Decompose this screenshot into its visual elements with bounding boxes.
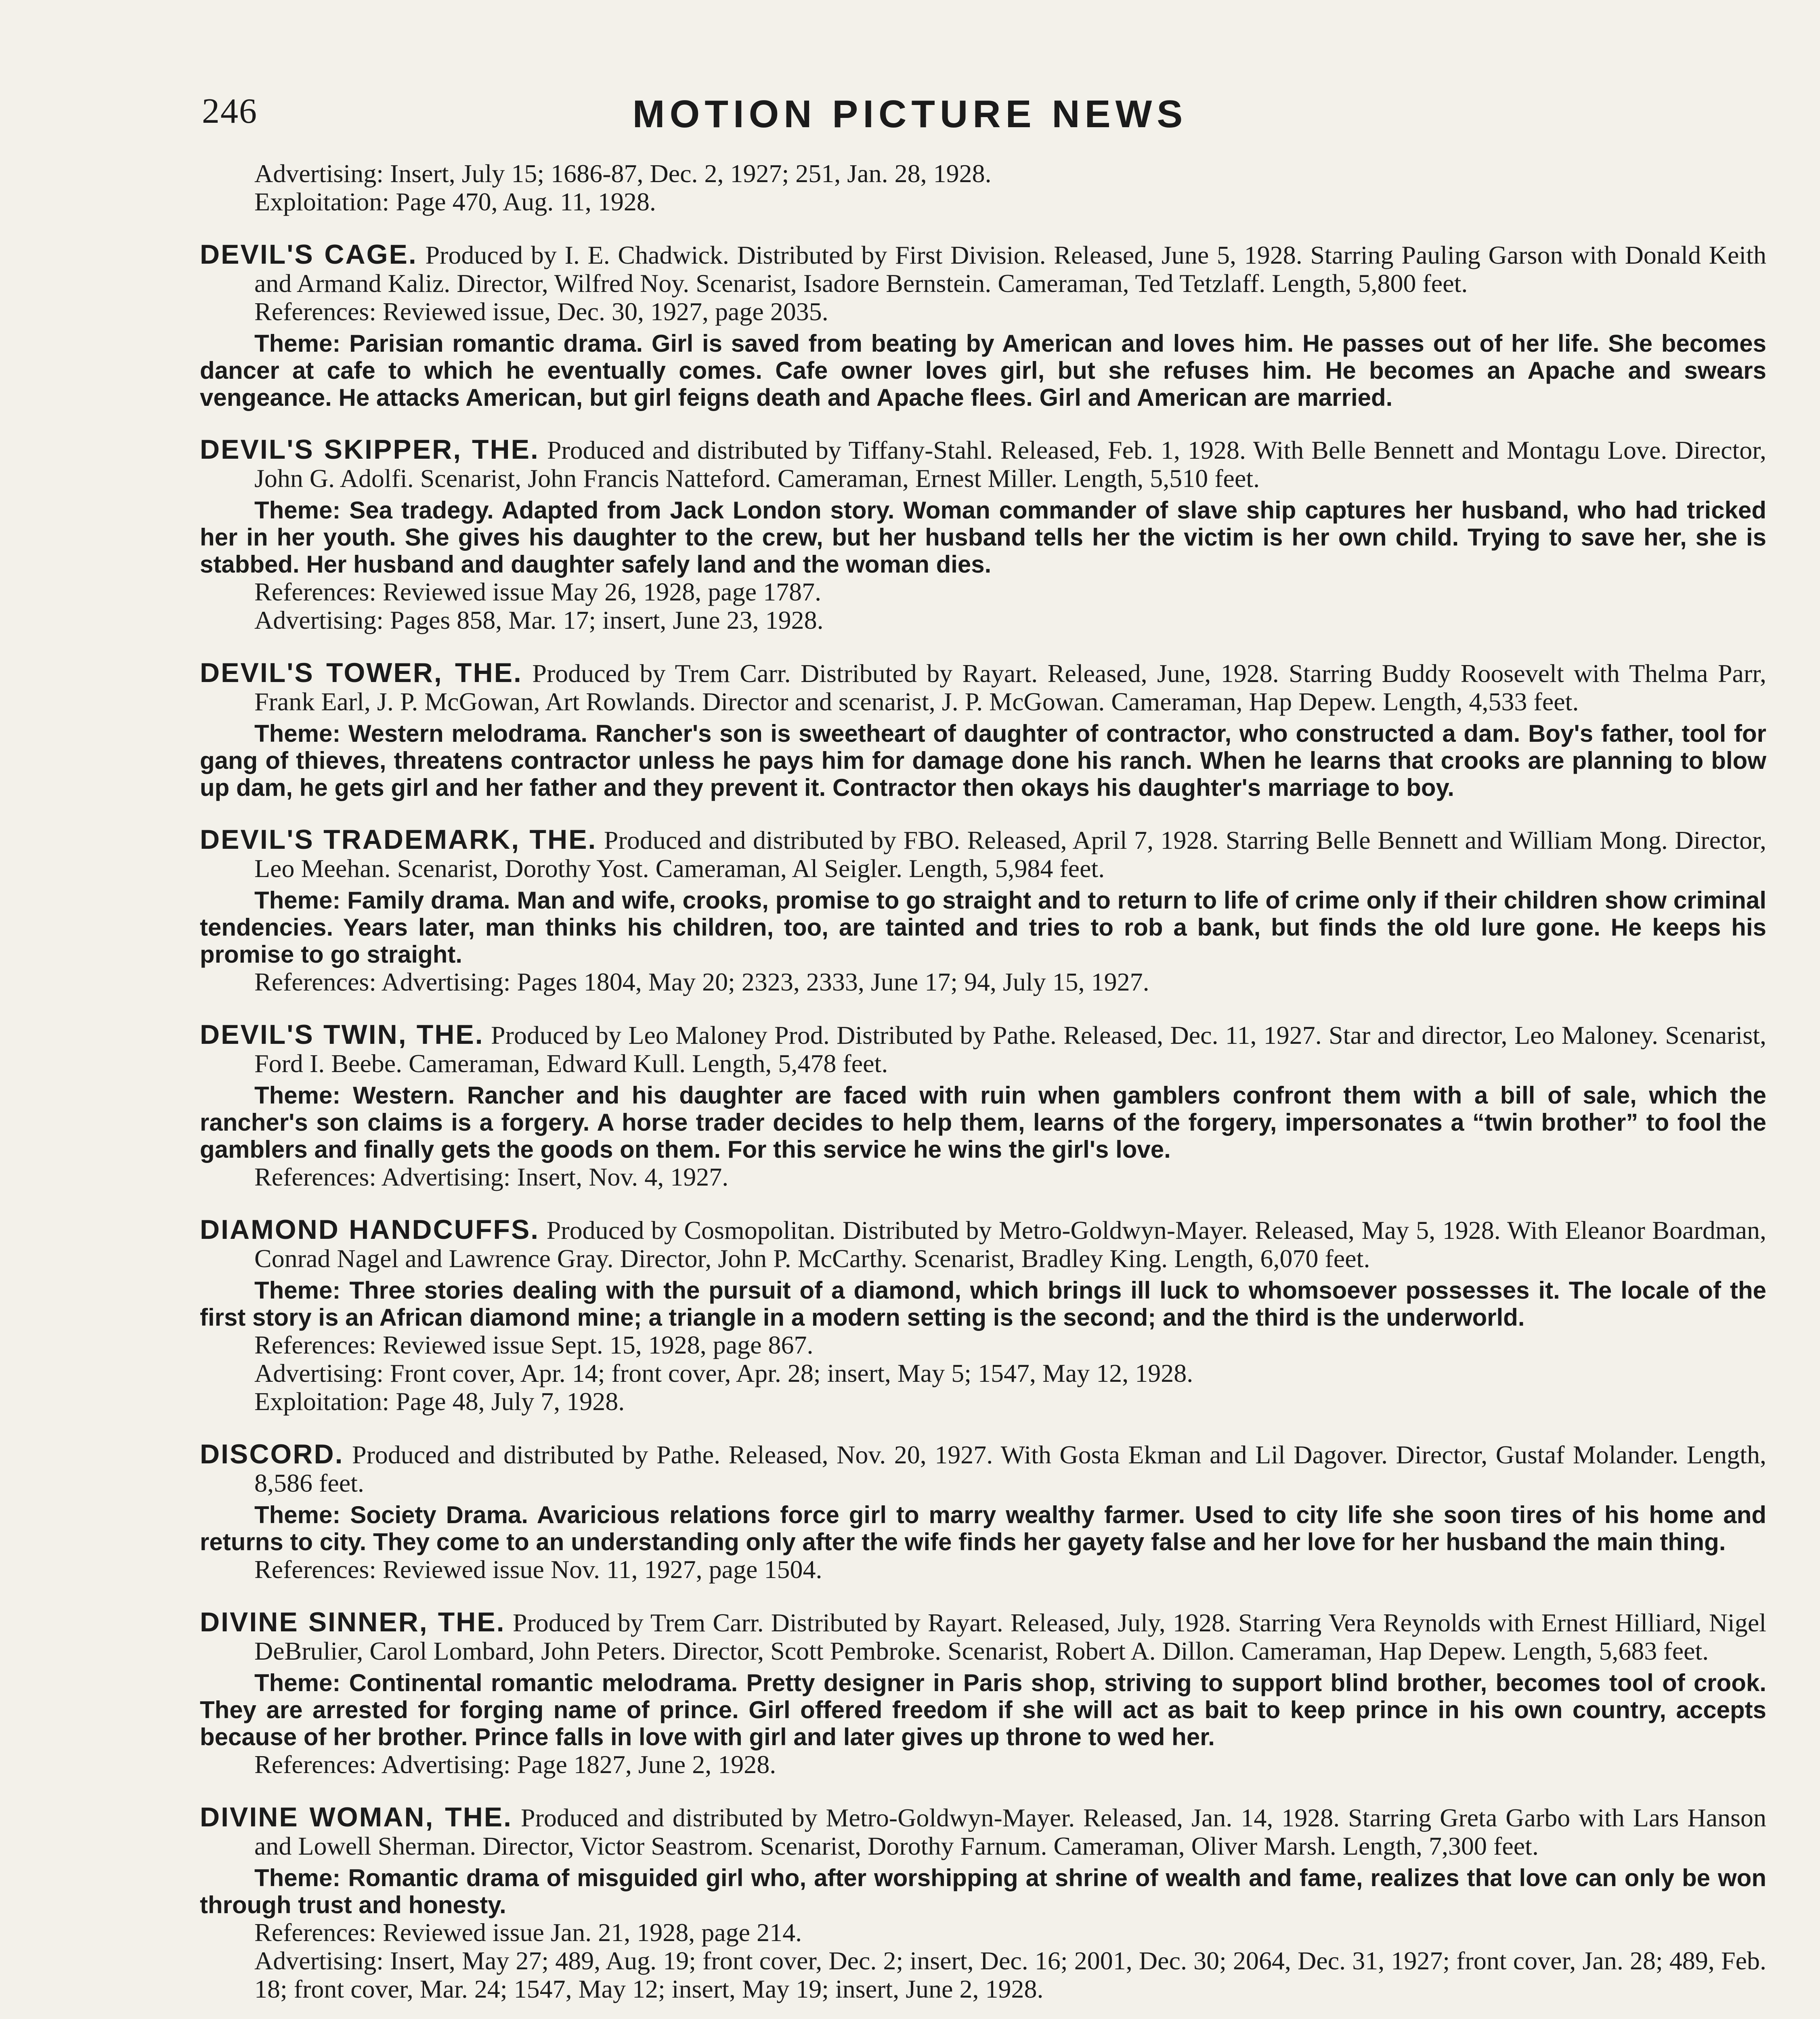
reference-line: References: Reviewed issue Jan. 21, 1928, page 214. (254, 1918, 802, 1947)
theme-paragraph (200, 887, 1766, 968)
theme-label: Theme: (254, 720, 341, 747)
credits-text: Produced by Trem Carr. Distributed by Rayart. Released, June, 1928. Starring Buddy Roosevelt with Thelma Parr, Frank Earl, J. P. McGowan, Art Rowlands. Director and scenarist, J. P. McGowan. Cameraman, Hap Depew. Length, 4,533 feet. (254, 659, 1767, 716)
theme-paragraph (200, 720, 1766, 801)
film-title: DEVIL'S CAGE. (200, 239, 417, 270)
film-entry (200, 1215, 1766, 1416)
credits-text: Produced by Trem Carr. Distributed by Rayart. Released, July, 1928. Starring Vera Reynolds with Ernest Hilliard, Nigel DeBrulier, Carol Lombard, John Peters. Director, Scott Pembroke. Scenarist, Robert A. Dillon. Cameraman, Hap Depew. Length, 5,683 feet. (254, 1608, 1767, 1665)
theme-label: Theme: (254, 1082, 341, 1109)
entry-credits (200, 1215, 1766, 1273)
reference-line: References: Reviewed issue, Dec. 30, 1927, page 2035. (254, 297, 828, 326)
reference-line: Advertising: Insert, July 15; 1686-87, Dec. 2, 1927; 251, Jan. 28, 1928. (254, 159, 992, 188)
theme-text: Family drama. Man and wife, crooks, promise to go straight and to return to life of crime only if their children show criminal tendencies. Years later, man thinks his children, too, are tainted and tries to rob a bank, but finds the old lure gone. He keeps his promise to go straight. (200, 887, 1766, 968)
film-entry (200, 825, 1766, 996)
film-title: DIVINE WOMAN, THE. (200, 1802, 513, 1832)
entry-credits (200, 1020, 1766, 1078)
theme-label: Theme: (254, 1864, 341, 1891)
reference-line: References: Advertising: Page 1827, June 2, 1928. (254, 1750, 776, 1779)
credits-text: Produced by Leo Maloney Prod. Distributed by Pathe. Released, Dec. 11, 1927. Star and director, Leo Maloney. Scenarist, Ford I. Beebe. Cameraman, Edward Kull. Length, 5,478 feet. (254, 1021, 1767, 1078)
reference-line: References: Advertising: Pages 1804, May 20; 2323, 2333, June 17; 94, July 15, 1927. (254, 968, 1149, 996)
entry-credits (200, 1803, 1766, 1860)
film-title: DIVINE SINNER, THE. (200, 1607, 505, 1637)
film-title: DIAMOND HANDCUFFS. (200, 1214, 540, 1245)
entry-credits (200, 1608, 1766, 1665)
theme-text: Three stories dealing with the pursuit of a diamond, which brings ill luck to whomsoever possesses it. The locale of the first story is an African diamond mine; a triangle in a modern setting is the second; and the third is the underworld. (200, 1277, 1767, 1331)
reference-line: Exploitation: Page 470, Aug. 11, 1928. (254, 187, 656, 216)
running-title: MOTION PICTURE NEWS (632, 92, 1188, 136)
theme-paragraph (200, 1082, 1766, 1163)
reference-line: References: Reviewed issue May 26, 1928, page 1787. (254, 577, 822, 606)
theme-paragraph (200, 1864, 1766, 1918)
reference-line: Advertising: Front cover, Apr. 14; front cover, Apr. 28; insert, May 5; 1547, May 12, 1928. (254, 1359, 1193, 1387)
film-entry (200, 1803, 1766, 2003)
theme-label: Theme: (254, 1277, 341, 1304)
theme-text: Parisian romantic drama. Girl is saved from beating by American and loves him. He passes out of her life. She becomes dancer at cafe to which he eventually comes. Cafe owner loves girl, but she refuses him. He becomes an Apache and swears vengeance. He attacks American, but girl feigns death and Apache flees. Girl and American are married. (200, 330, 1767, 411)
credits-text: Produced and distributed by Tiffany-Stahl. Released, Feb. 1, 1928. With Belle Bennett and Montagu Love. Director, John G. Adolfi. Scenarist, John Francis Natteford. Cameraman, Ernest Miller. Length, 5,510 feet. (254, 436, 1766, 493)
theme-text: Romantic drama of misguided girl who, after worshipping at shrine of wealth and fame, realizes that love can only be won through trust and honesty. (200, 1864, 1767, 1918)
film-title: DEVIL'S TWIN, THE. (200, 1019, 484, 1050)
film-entry (200, 1440, 1766, 1584)
entry-credits (200, 1440, 1766, 1497)
page-number: 246 (202, 92, 258, 131)
theme-paragraph (200, 497, 1766, 578)
credits-text: Produced and distributed by Pathe. Released, Nov. 20, 1927. With Gosta Ekman and Lil Dagover. Director, Gustaf Molander. Length, 8,586 feet. (254, 1440, 1767, 1497)
entry-credits (200, 825, 1766, 883)
entry-credits (200, 240, 1766, 298)
theme-text: Society Drama. Avaricious relations force girl to marry wealthy farmer. Used to city life she soon tires of his home and returns to city. They come to an understanding only after the wife finds her gayety false and her love for her husband the main thing. (200, 1501, 1766, 1555)
film-entry (200, 435, 1766, 634)
reference-line: Advertising: Pages 858, Mar. 17; insert, June 23, 1928. (254, 606, 824, 634)
film-entry (200, 240, 1766, 411)
theme-label: Theme: (254, 497, 341, 524)
credits-text: Produced and distributed by Metro-Goldwyn-Mayer. Released, Jan. 14, 1928. Starring Greta Garbo with Lars Hanson and Lowell Sherman. Director, Victor Seastrom. Scenarist, Dorothy Farnum. Cameraman, Oliver Marsh. Length, 7,300 feet. (254, 1803, 1767, 1860)
theme-label: Theme: (254, 1669, 341, 1696)
theme-text: Western melodrama. Rancher's son is sweetheart of daughter of contractor, who constructed a dam. Boy's father, tool for gang of thieves, threatens contractor unless he pays him for damage done his ranch. When he learns that crooks are planning to blow up dam, he gets girl and her father and they prevent it. Contractor then okays his daughter's marriage to boy. (200, 720, 1766, 801)
film-title: DEVIL'S TRADEMARK, THE. (200, 824, 597, 855)
film-listing (200, 160, 1766, 2019)
theme-text: Western. Rancher and his daughter are faced with ruin when gamblers confront them with a bill of sale, which the rancher's son claims is a forgery. A horse trader decides to help them, learns of the forgery, impersonates a “twin brother” to fool the gamblers and finally gets the goods on them. For this service he wins the girl's love. (200, 1082, 1767, 1163)
reference-line: References: Advertising: Insert, Nov. 4, 1927. (254, 1163, 729, 1191)
reference-line: Advertising: Insert, May 27; 489, Aug. 19; front cover, Dec. 2; insert, Dec. 16; 2001, Dec. 30; 2064, Dec. 31, 1927; front cover, Jan. 28; 489, Feb. 18; front cover, Mar. 24; 1547, May 12; insert, May 19; insert, June 2, 1928. (254, 1946, 1766, 2003)
credits-text: Produced by I. E. Chadwick. Distributed by First Division. Released, June 5, 1928. Starring Pauling Garson with Donald Keith and Armand Kaliz. Director, Wilfred Noy. Scenarist, Isadore Bernstein. Cameraman, Ted Tetzlaff. Length, 5,800 feet. (254, 241, 1766, 298)
film-entry (200, 659, 1766, 801)
film-title: DEVIL'S SKIPPER, THE. (200, 434, 539, 465)
theme-paragraph (200, 1277, 1766, 1331)
entry-credits (200, 435, 1766, 493)
theme-text: Sea tradegy. Adapted from Jack London story. Woman commander of slave ship captures her husband, who had tricked her in her youth. She gives his daughter to the crew, but her husband tells her the victim is her own child. Trying to save her, she is stabbed. Her husband and daughter safely land and the woman dies. (200, 497, 1766, 578)
theme-paragraph (200, 1669, 1766, 1750)
theme-label: Theme: (254, 1501, 341, 1528)
film-entry (200, 1608, 1766, 1779)
theme-paragraph (200, 1501, 1766, 1555)
theme-text: Continental romantic melodrama. Pretty designer in Paris shop, striving to support blind brother, becomes tool of crook. They are arrested for forging name of prince. Girl offered freedom if she will act as bait to keep prince in his own country, accepts because of her brother. Prince falls in love with girl and later gives up throne to wed her. (200, 1669, 1766, 1750)
credits-text: Produced by Cosmopolitan. Distributed by Metro-Goldwyn-Mayer. Released, May 5, 1928. With Eleanor Boardman, Conrad Nagel and Lawrence Gray. Director, John P. McCarthy. Scenarist, Bradley King. Length, 6,070 feet. (254, 1216, 1766, 1273)
film-entry (200, 1020, 1766, 1191)
entry-list (200, 240, 1766, 2019)
film-title: DISCORD. (200, 1439, 344, 1469)
reference-line: References: Reviewed issue Sept. 15, 1928, page 867. (254, 1331, 814, 1359)
reference-line: References: Reviewed issue Nov. 11, 1927, page 1504. (254, 1555, 822, 1584)
film-title: DEVIL'S TOWER, THE. (200, 657, 522, 688)
theme-label: Theme: (254, 330, 341, 357)
theme-label: Theme: (254, 887, 341, 914)
credits-text: Produced and distributed by FBO. Released, April 7, 1928. Starring Belle Bennett and William Mong. Director, Leo Meehan. Scenarist, Dorothy Yost. Cameraman, Al Seigler. Length, 5,984 feet. (254, 826, 1767, 883)
reference-line: Exploitation: Page 48, July 7, 1928. (254, 1387, 625, 1416)
carryover-references (200, 160, 1766, 216)
entry-credits (200, 659, 1766, 716)
theme-paragraph (200, 330, 1766, 411)
